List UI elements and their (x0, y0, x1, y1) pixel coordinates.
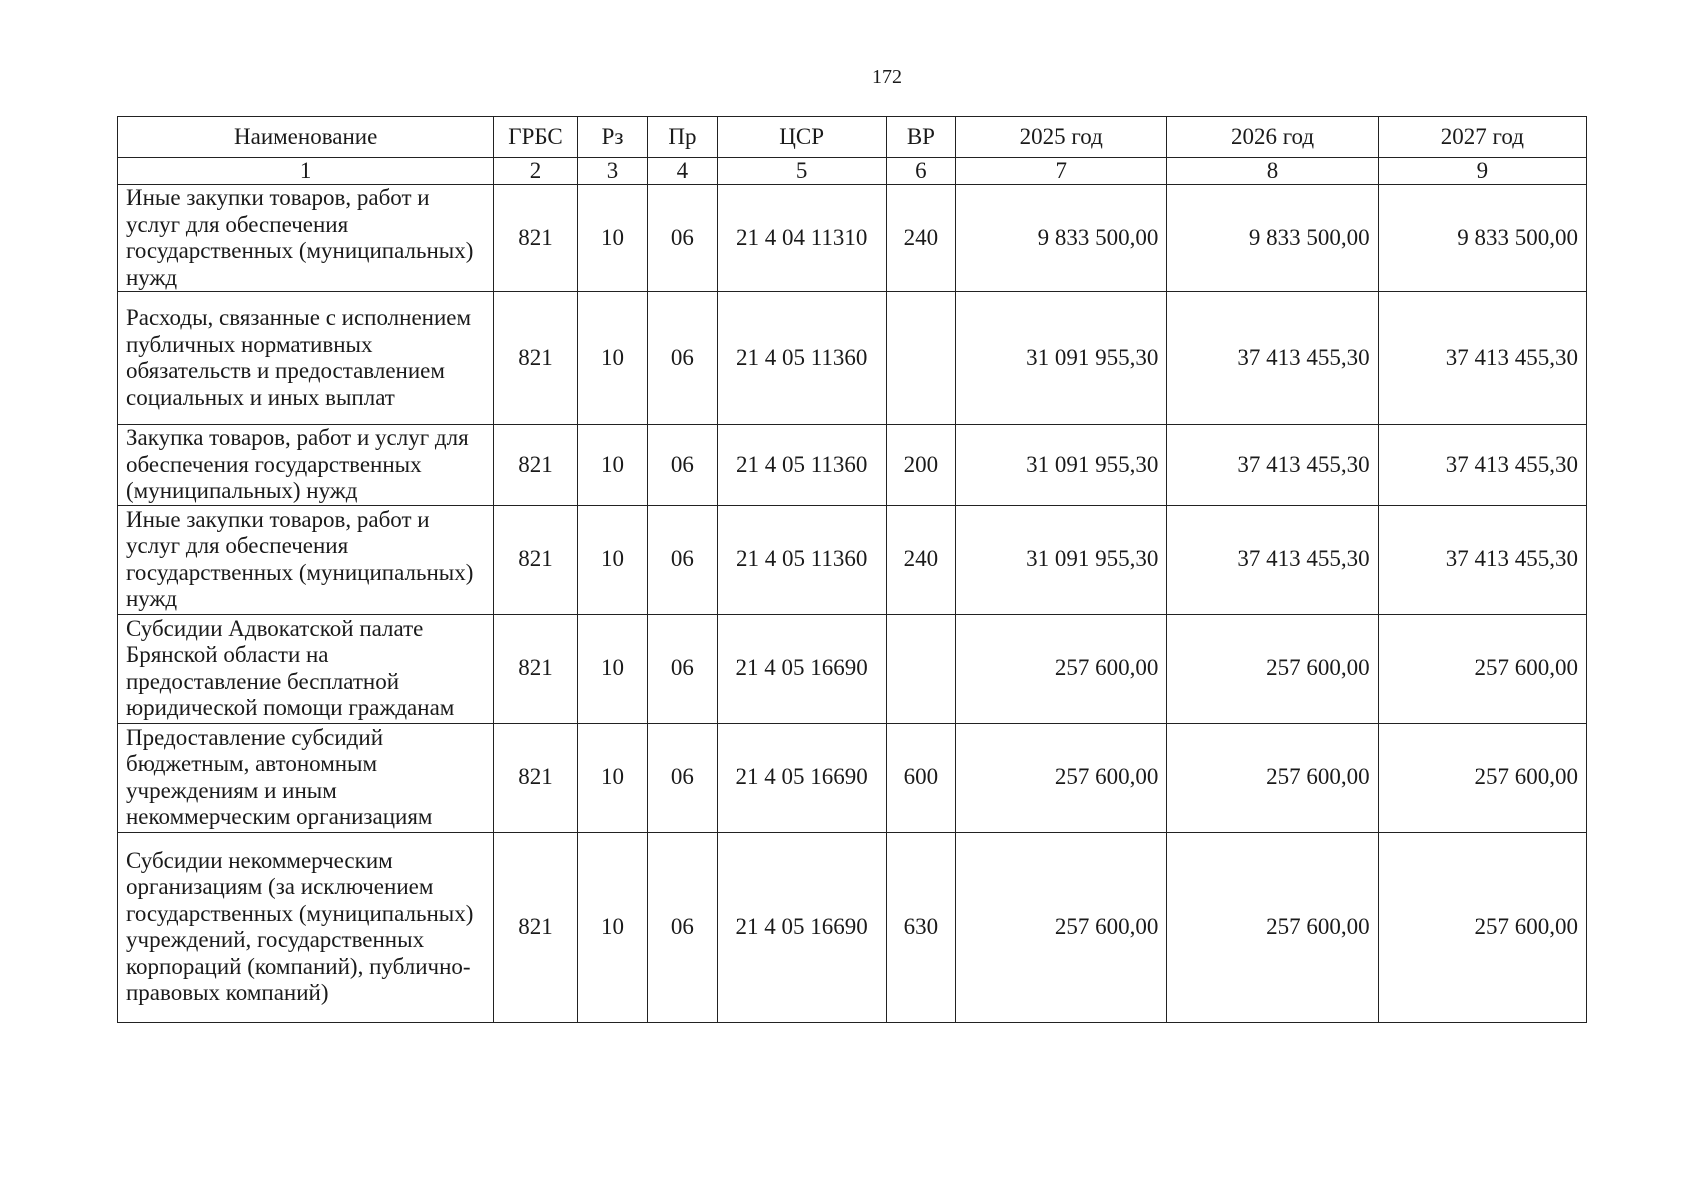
row-amount-2027: 257 600,00 (1378, 614, 1586, 723)
column-header-csr: ЦСР (717, 117, 886, 158)
row-vr (886, 292, 955, 425)
row-grbs: 821 (494, 185, 578, 292)
row-csr: 21 4 05 16690 (717, 723, 886, 832)
row-amount-2027: 9 833 500,00 (1378, 185, 1586, 292)
row-name: Закупка товаров, работ и услуг для обеспечения государственных (муниципальных) нужд (118, 425, 494, 506)
row-name: Субсидии Адвокатской палате Брянской области на предоставление бесплатной юридической помощи гражданам (118, 614, 494, 723)
row-amount-2027: 257 600,00 (1378, 832, 1586, 1022)
budget-table (117, 116, 1587, 1023)
row-name: Расходы, связанные с исполнением публичных нормативных обязательств и предоставлением социальных и иных выплат (118, 292, 494, 425)
row-rz: 10 (577, 614, 647, 723)
row-csr: 21 4 05 11360 (717, 292, 886, 425)
row-rz: 10 (577, 832, 647, 1022)
column-number-row (118, 158, 1587, 185)
column-number: 2 (494, 158, 578, 185)
row-grbs: 821 (494, 614, 578, 723)
row-rz: 10 (577, 425, 647, 506)
row-amount-2025: 9 833 500,00 (956, 185, 1167, 292)
column-number: 3 (577, 158, 647, 185)
row-grbs: 821 (494, 832, 578, 1022)
column-header-grbs: ГРБС (494, 117, 578, 158)
row-amount-2026: 257 600,00 (1167, 723, 1378, 832)
row-name: Иные закупки товаров, работ и услуг для обеспечения государственных (муниципальных) нужд (118, 505, 494, 614)
row-grbs: 821 (494, 505, 578, 614)
table-row (118, 723, 1587, 832)
table-row (118, 292, 1587, 425)
row-pr: 06 (648, 185, 717, 292)
table-row (118, 425, 1587, 506)
row-grbs: 821 (494, 425, 578, 506)
row-amount-2025: 257 600,00 (956, 614, 1167, 723)
column-header-rz: Рз (577, 117, 647, 158)
row-amount-2027: 37 413 455,30 (1378, 505, 1586, 614)
row-vr: 630 (886, 832, 955, 1022)
row-amount-2026: 257 600,00 (1167, 832, 1378, 1022)
column-header-name: Наименование (118, 117, 494, 158)
row-rz: 10 (577, 505, 647, 614)
row-vr: 240 (886, 185, 955, 292)
row-amount-2025: 31 091 955,30 (956, 425, 1167, 506)
column-header-vr: ВР (886, 117, 955, 158)
row-vr: 600 (886, 723, 955, 832)
row-pr: 06 (648, 832, 717, 1022)
column-header-2025: 2025 год (956, 117, 1167, 158)
row-grbs: 821 (494, 292, 578, 425)
row-pr: 06 (648, 614, 717, 723)
table-row (118, 505, 1587, 614)
row-name: Иные закупки товаров, работ и услуг для обеспечения государственных (муниципальных) нужд (118, 185, 494, 292)
row-amount-2027: 37 413 455,30 (1378, 292, 1586, 425)
table-row (118, 614, 1587, 723)
row-csr: 21 4 05 11360 (717, 505, 886, 614)
page-number: 172 (872, 66, 902, 88)
column-number: 1 (118, 158, 494, 185)
row-rz: 10 (577, 292, 647, 425)
row-name: Предоставление субсидий бюджетным, автономным учреждениям и иным некоммерческим организациям (118, 723, 494, 832)
column-number: 6 (886, 158, 955, 185)
row-grbs: 821 (494, 723, 578, 832)
row-vr (886, 614, 955, 723)
row-csr: 21 4 05 11360 (717, 425, 886, 506)
row-amount-2025: 257 600,00 (956, 723, 1167, 832)
row-amount-2025: 31 091 955,30 (956, 292, 1167, 425)
row-amount-2026: 9 833 500,00 (1167, 185, 1378, 292)
column-header-2026: 2026 год (1167, 117, 1378, 158)
row-name: Субсидии некоммерческим организациям (за исключением государственных (муниципальных) учреждений, государственных корпораций (компаний), публично-правовых компаний) (118, 832, 494, 1022)
row-pr: 06 (648, 425, 717, 506)
column-number: 8 (1167, 158, 1378, 185)
row-vr: 200 (886, 425, 955, 506)
column-number: 7 (956, 158, 1167, 185)
row-vr: 240 (886, 505, 955, 614)
row-amount-2027: 37 413 455,30 (1378, 425, 1586, 506)
row-pr: 06 (648, 723, 717, 832)
row-amount-2026: 257 600,00 (1167, 614, 1378, 723)
row-amount-2025: 257 600,00 (956, 832, 1167, 1022)
table-row (118, 832, 1587, 1022)
row-amount-2027: 257 600,00 (1378, 723, 1586, 832)
column-header-2027: 2027 год (1378, 117, 1586, 158)
table-header-row (118, 117, 1587, 158)
row-rz: 10 (577, 723, 647, 832)
row-csr: 21 4 04 11310 (717, 185, 886, 292)
row-csr: 21 4 05 16690 (717, 832, 886, 1022)
row-pr: 06 (648, 292, 717, 425)
column-header-pr: Пр (648, 117, 717, 158)
row-amount-2026: 37 413 455,30 (1167, 425, 1378, 506)
row-pr: 06 (648, 505, 717, 614)
column-number: 9 (1378, 158, 1586, 185)
column-number: 5 (717, 158, 886, 185)
row-amount-2026: 37 413 455,30 (1167, 292, 1378, 425)
row-amount-2026: 37 413 455,30 (1167, 505, 1378, 614)
column-number: 4 (648, 158, 717, 185)
row-rz: 10 (577, 185, 647, 292)
row-csr: 21 4 05 16690 (717, 614, 886, 723)
row-amount-2025: 31 091 955,30 (956, 505, 1167, 614)
table-row (118, 185, 1587, 292)
